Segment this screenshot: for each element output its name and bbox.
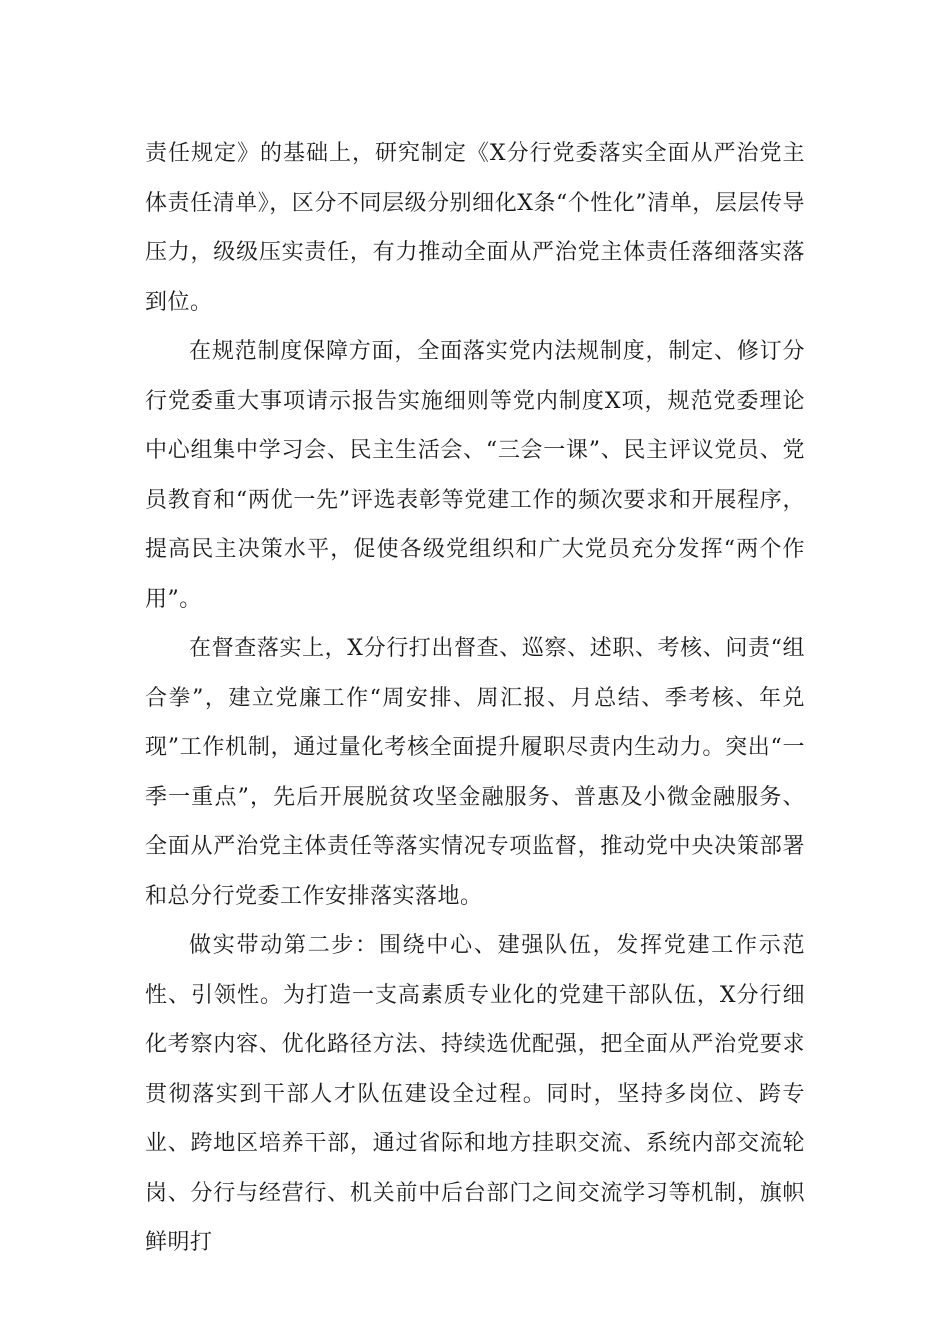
document-body: [145, 129, 805, 1268]
paragraph-2: 在规范制度保障方面，全面落实党内法规制度，制定、修订分行党委重大事项请示报告实施细则等党内制度X项，规范党委理论中心组集中学习会、民主生活会、“三会一课”、民主评议党员、党员教育和“两优一先”评选表彰等党建工作的频次要求和开展程序，提高民主决策水平，促使各级党组织和广大党员充分发挥“两个作用”。: [145, 339, 805, 612]
paragraph-1: 责任规定》的基础上，研究制定《X分行党委落实全面从严治党主体责任清单》，区分不同层级分别细化X条“个性化”清单，层层传导压力，级级压实责任，有力推动全面从严治党主体责任落细落实落到位。: [145, 141, 805, 315]
paragraph-3: 在督查落实上，X分行打出督查、巡察、述职、考核、问责“组合拳”，建立党廉工作“周安排、周汇报、月总结、季考核、年兑现”工作机制，通过量化考核全面提升履职尽责内生动力。突出“一季一重点”，先后开展脱贫攻坚金融服务、普惠及小微金融服务、全面从严治党主体责任等落实情况专项监督，推动党中央决策部署和总分行党委工作安排落实落地。: [145, 636, 805, 909]
paragraph-4: 做实带动第二步：围绕中心、建强队伍，发挥党建工作示范性、引领性。为打造一支高素质专业化的党建干部队伍，X分行细化考察内容、优化路径方法、持续选优配强，把全面从严治党要求贯彻落实到干部人才队伍建设全过程。同时，坚持多岗位、跨专业、跨地区培养干部，通过省际和地方挂职交流、系统内部交流轮岗、分行与经营行、机关前中后台部门之间交流学习等机制，旗帜鲜明打: [145, 933, 805, 1255]
